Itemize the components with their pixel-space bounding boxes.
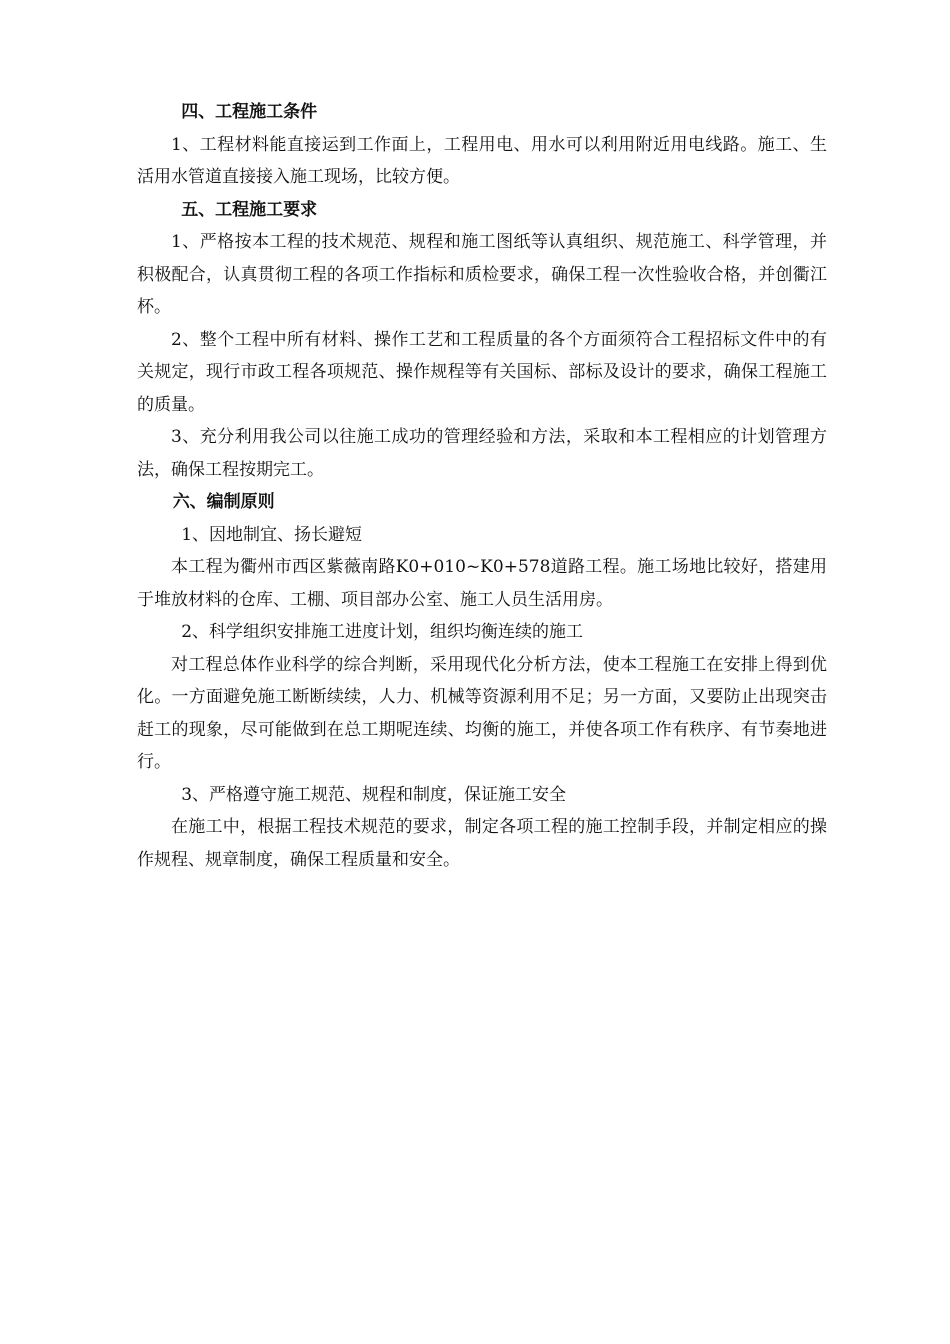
- section-heading-4: 四、工程施工条件: [181, 102, 318, 122]
- section-heading-5: 五、工程施工要求: [181, 199, 318, 220]
- paragraph: 2、整个工程中所有材料、操作工艺和工程质量的各个方面须符合工程招标文件中的有关规定，现行市政工程各项规范、操作规程等有关国标、部标及设计的要求，确保工程施工的质量。: [137, 329, 827, 415]
- paragraph: 1、严格按本工程的技术规范、规程和施工图纸等认真组织、规范施工、科学管理，并积极配合，认真贯彻工程的各项工作指标和质检要求，确保工程一次性验收合格，并创衢江杯。: [137, 232, 827, 317]
- item-title: 2、科学组织安排施工进度计划，组织均衡连续的施工: [181, 622, 584, 642]
- paragraph: 3、充分利用我公司以往施工成功的管理经验和方法，采取和本工程相应的计划管理方法，确保工程按期完工。: [137, 427, 827, 480]
- paragraph: 本工程为衢州市西区紫薇南路K0+010~K0+578道路工程。施工场地比较好，搭建用于堆放材料的仓库、工棚、项目部办公室、施工人员生活用房。: [137, 557, 827, 610]
- item-title: 3、严格遵守施工规范、规程和制度，保证施工安全: [181, 784, 567, 805]
- paragraph: 1、工程材料能直接运到工作面上，工程用电、用水可以利用附近用电线路。施工、生活用水管道直接接入施工现场，比较方便。: [137, 134, 827, 187]
- paragraph: 在施工中，根据工程技术规范的要求，制定各项工程的施工控制手段，并制定相应的操作规程、规章制度，确保工程质量和安全。: [137, 817, 827, 870]
- item-title: 1、因地制宜、扬长避短: [181, 524, 363, 545]
- section-heading-6: 六、编制原则: [172, 492, 275, 512]
- paragraph: 对工程总体作业科学的综合判断，采用现代化分析方法，使本工程施工在安排上得到优化。一方面避免施工断断续续，人力、机械等资源利用不足；另一方面，又要防止出现突击赶工的现象，尽可能做到在总工期呢连续、均衡的施工，并使各项工作有秩序、有节奏地进行。: [137, 654, 827, 772]
- document-page: [137, 96, 827, 876]
